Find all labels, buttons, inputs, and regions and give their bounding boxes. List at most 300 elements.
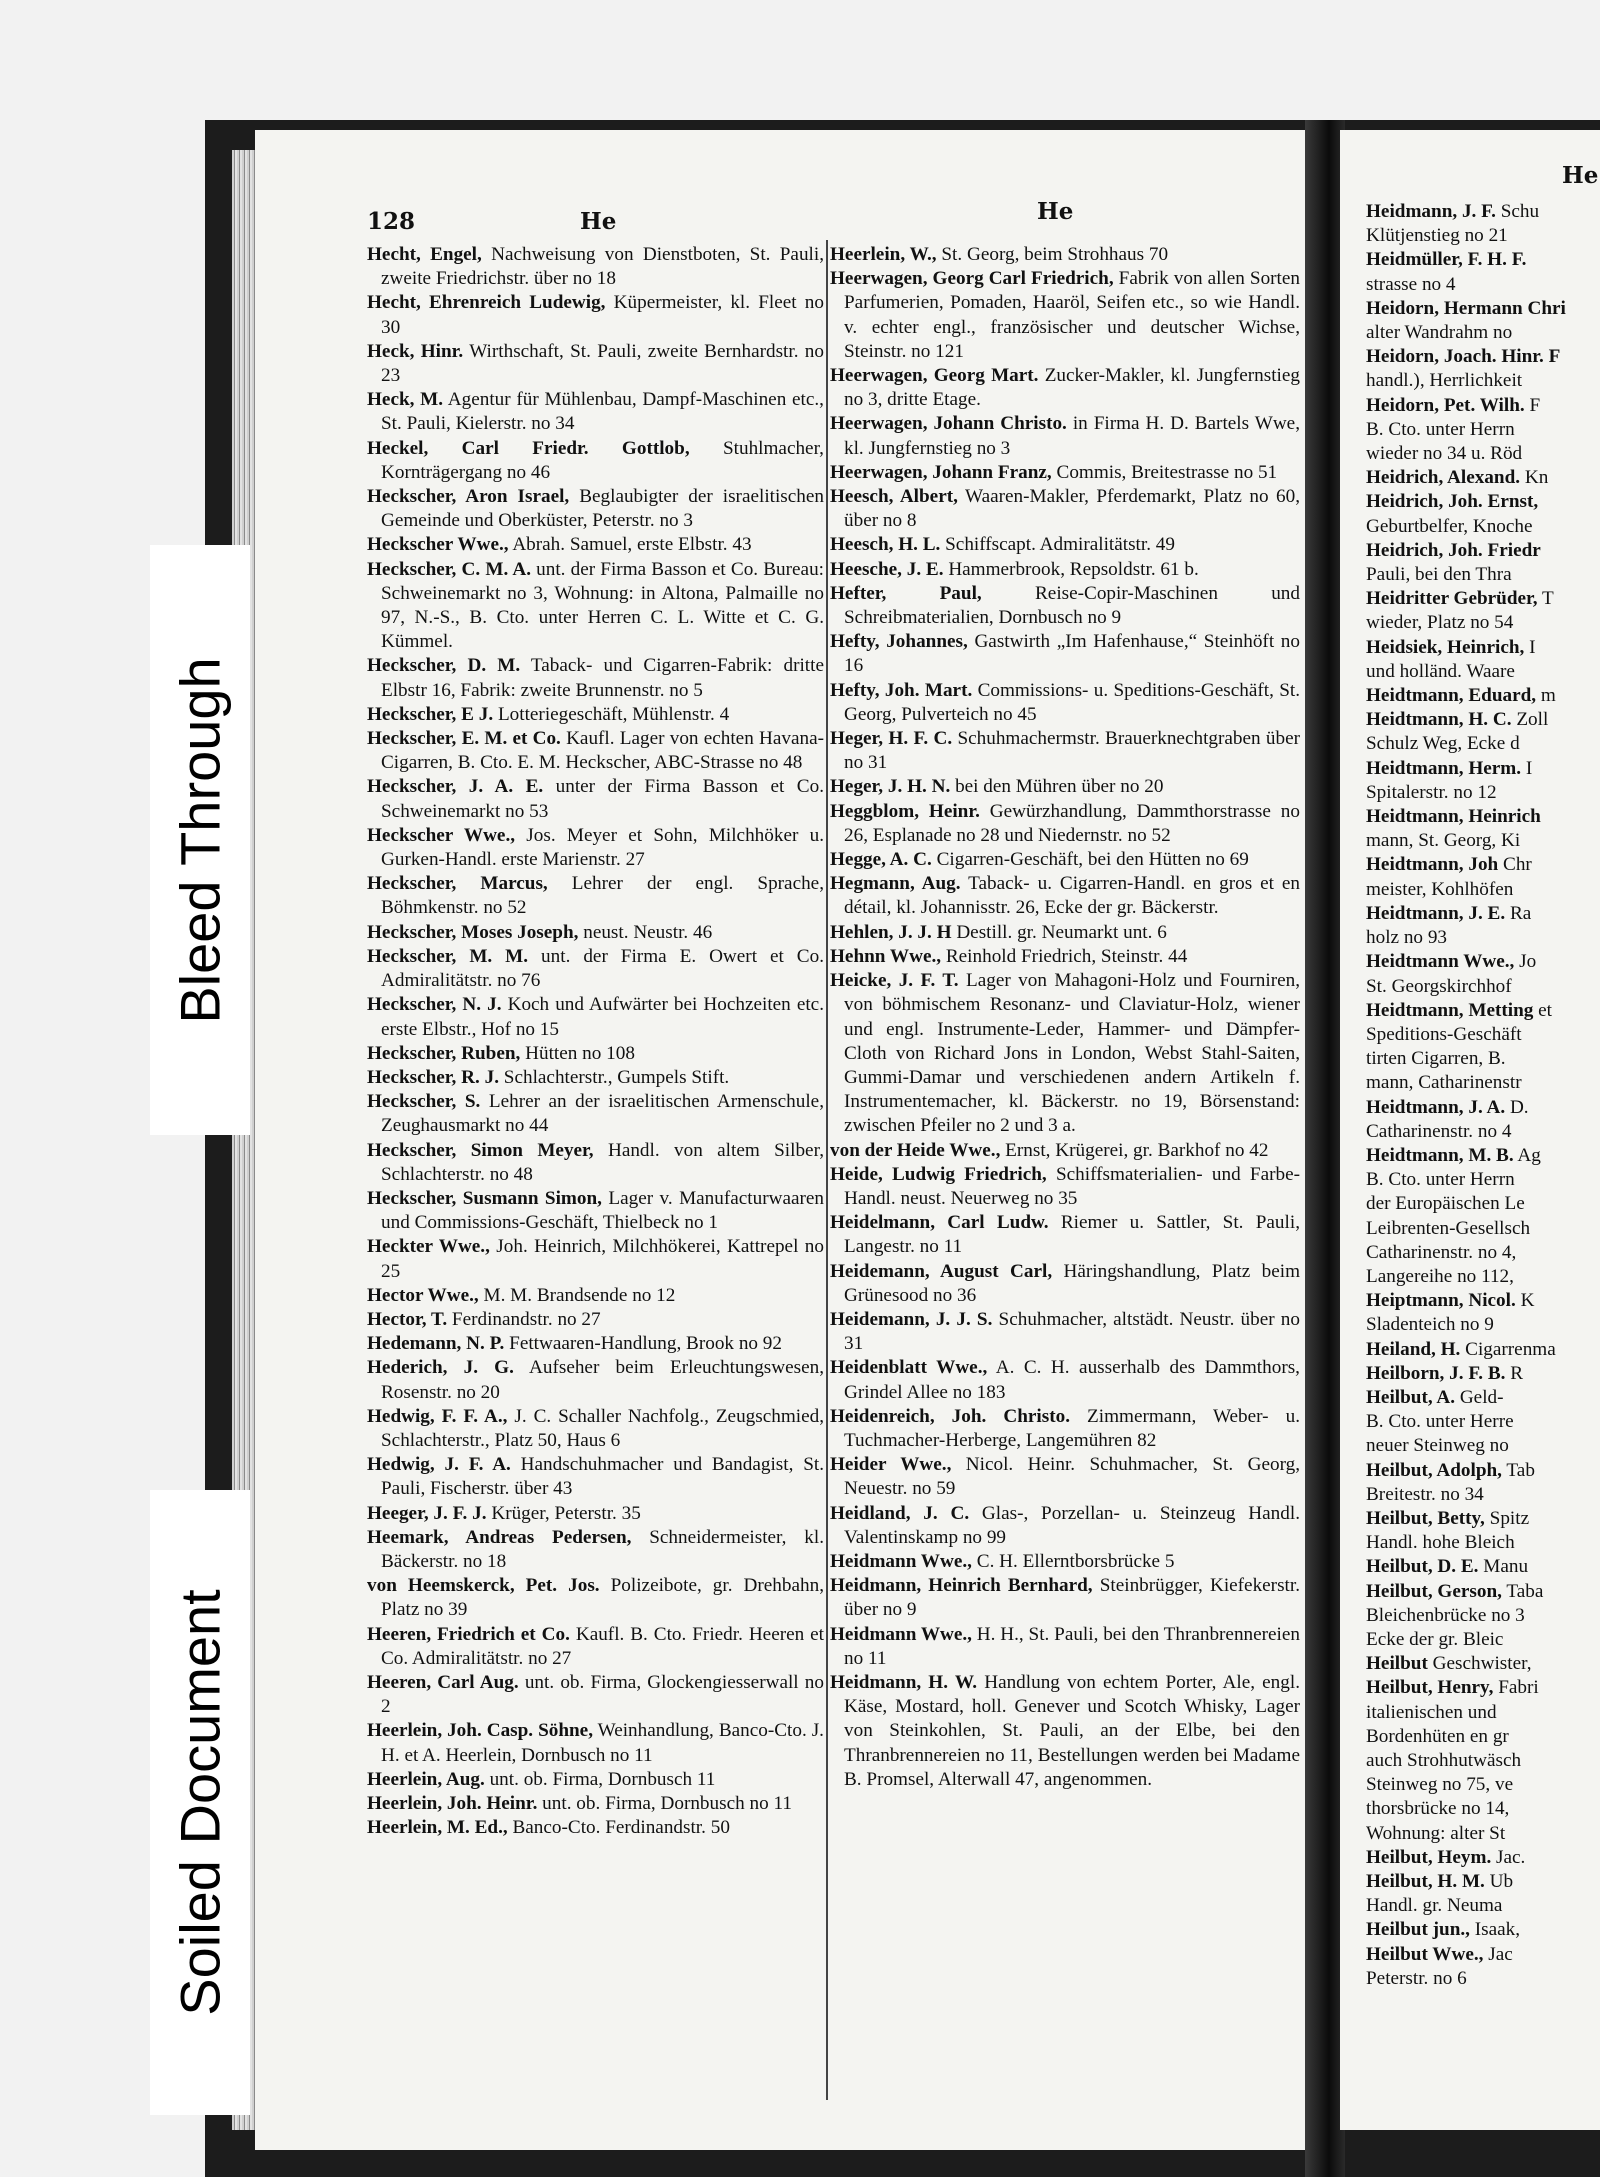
entry-details: Lehrer der engl. Sprache, Böhmkenstr. no 52 — [381, 873, 824, 919]
directory-entry — [1366, 708, 1600, 732]
entry-name: Heider Wwe., — [830, 1454, 952, 1476]
entry-name: Hegge, A. C. — [830, 849, 932, 871]
entry-name: Heidemann, August Carl, — [830, 1260, 1053, 1282]
directory-entry — [367, 485, 824, 533]
entry-name: Heckscher, C. M. A. — [367, 558, 531, 580]
directory-entry — [830, 630, 1300, 678]
entry-details: Cigarrenma — [1460, 1338, 1556, 1360]
entry-details: Sladenteich no 9 — [1366, 1314, 1494, 1336]
entry-details: neust. Neustr. 46 — [578, 921, 713, 943]
directory-entry — [367, 533, 824, 557]
directory-entry — [367, 993, 824, 1041]
running-header-right: He — [1037, 198, 1074, 225]
directory-column-right — [830, 243, 1300, 1792]
entry-name: Heidelmann, Carl Ludw. — [830, 1212, 1049, 1234]
right-page — [1340, 130, 1600, 2130]
directory-entry — [367, 1332, 824, 1356]
directory-entry — [1366, 1023, 1600, 1047]
directory-entry — [367, 1768, 824, 1792]
directory-entry — [1366, 1217, 1600, 1241]
left-page — [255, 130, 1310, 2150]
directory-entry — [367, 388, 824, 436]
entry-name: Heidrich, Joh. Friedr — [1366, 539, 1541, 561]
entry-name: Heidorn, Joach. Hinr. F — [1366, 346, 1561, 368]
directory-entry — [1366, 1846, 1600, 1870]
entry-name: Heckscher, E. M. et Co. — [367, 728, 561, 750]
directory-entry — [1366, 1773, 1600, 1797]
entry-details: Catharinenstr. no 4, — [1366, 1241, 1517, 1263]
entry-name: Hegmann, Aug. — [830, 873, 961, 895]
entry-name: Heck, M. — [367, 389, 444, 411]
right-page-header: He — [1562, 162, 1599, 189]
entry-details: Ecke der gr. Bleic — [1366, 1628, 1504, 1650]
directory-entry — [1366, 490, 1600, 514]
directory-entry — [830, 921, 1300, 945]
directory-entry — [367, 1308, 824, 1332]
directory-entry — [830, 1550, 1300, 1574]
entry-details: Küpermeister, kl. Fleet no 30 — [381, 292, 824, 338]
directory-entry — [830, 558, 1300, 582]
entry-details: italienischen und — [1366, 1701, 1497, 1723]
entry-details: Steinbrügger, Kiefekerstr. über no 9 — [844, 1575, 1300, 1621]
directory-entry — [1366, 684, 1600, 708]
entry-name: Heckscher, D. M. — [367, 655, 521, 677]
entry-name: Heckscher, Aron Israel, — [367, 486, 570, 508]
directory-column-left — [367, 243, 824, 1840]
entry-name: Heiland, H. — [1366, 1338, 1461, 1360]
directory-entry — [367, 727, 824, 775]
directory-entry — [1366, 1265, 1600, 1289]
entry-details: Weinhandlung, Banco-Cto. J. H. et A. Heerlein, Dornbusch no 11 — [381, 1720, 824, 1766]
directory-entry — [830, 969, 1300, 1138]
directory-entry — [367, 1502, 824, 1526]
directory-entry — [1366, 1507, 1600, 1531]
entry-name: Heesche, J. E. — [830, 558, 944, 580]
entry-name: Heilbut, D. E. — [1366, 1556, 1479, 1578]
entry-details: K — [1515, 1290, 1535, 1312]
entry-name: Heilbut, H. M. — [1366, 1871, 1485, 1893]
entry-details: Fabri — [1493, 1677, 1539, 1699]
directory-entry — [830, 1308, 1300, 1356]
entry-name: Heerwagen, Johann Franz, — [830, 461, 1052, 483]
directory-entry — [1366, 248, 1600, 272]
entry-name: Heckscher Wwe., — [367, 824, 516, 846]
entry-details: alter Wandrahm no — [1366, 322, 1513, 344]
directory-entry — [1366, 975, 1600, 999]
soiled-document-label — [150, 1490, 250, 2115]
directory-entry — [830, 412, 1300, 460]
entry-details: Geburtbelfer, Knoche — [1366, 515, 1533, 537]
directory-entry — [1366, 1410, 1600, 1434]
entry-details: Beglaubigter der israelitischen Gemeinde und Oberküster, Peterstr. no 3 — [381, 486, 824, 532]
entry-details: wieder, Platz no 54 — [1366, 612, 1514, 634]
entry-name: Heerwagen, Johann Christo. — [830, 413, 1067, 435]
entry-details: T — [1537, 588, 1554, 610]
directory-entry — [367, 1042, 824, 1066]
directory-entry — [1366, 660, 1600, 684]
bleed-through-label — [150, 545, 250, 1135]
directory-entry — [1366, 1338, 1600, 1362]
entry-details: I — [1524, 636, 1536, 658]
entry-name: Heckscher, S. — [367, 1091, 481, 1113]
directory-entry — [830, 1163, 1300, 1211]
entry-details: unt. ob. Firma, Dornbusch 11 — [484, 1768, 716, 1790]
directory-entry — [1366, 394, 1600, 418]
directory-entry — [367, 1405, 824, 1453]
entry-details: Lager von Mahagoni-Holz und Fourniren, von böhmischem Resonanz- und Claviatur-Holz, wiener und engl. Instrumente-Leder, Hammer- und Dämpfer-Cloth von Richard Jons in London, Webst Stahl-Saiten, Gummi-Damar und verschiedenen andern Artikeln f. Instrumentemacher, kl. Bäckerstr. no 19, Börsenstand: zwischen Pfeiler no 2 und 3 a. — [844, 970, 1300, 1137]
entry-details: Wohnung: alter St — [1366, 1822, 1506, 1844]
directory-entry — [1366, 345, 1600, 369]
directory-entry — [1366, 1071, 1600, 1095]
directory-entry — [1366, 418, 1600, 442]
directory-entry — [367, 775, 824, 823]
directory-entry — [367, 1139, 824, 1187]
entry-details: I — [1521, 757, 1533, 779]
entry-name: Hefty, Johannes, — [830, 631, 968, 653]
entry-details: Destill. gr. Neumarkt unt. 6 — [951, 921, 1167, 943]
entry-name: Heckscher, R. J. — [367, 1066, 499, 1088]
entry-details: Riemer u. Sattler, St. Pauli, Langestr. no 11 — [844, 1212, 1300, 1258]
entry-details: Reinhold Friedrich, Steinstr. 44 — [941, 945, 1188, 967]
directory-entry — [830, 243, 1300, 267]
directory-entry — [367, 1453, 824, 1501]
directory-entry — [830, 727, 1300, 775]
directory-entry — [367, 1187, 824, 1235]
entry-name: Heilbut, A. — [1366, 1386, 1456, 1408]
entry-name: Heckscher, N. J. — [367, 994, 502, 1016]
entry-name: Heger, J. H. N. — [830, 776, 951, 798]
entry-details: Handschuhmacher und Bandagist, St. Pauli, Fischerstr. über 43 — [381, 1454, 824, 1500]
entry-name: von der Heide Wwe., — [830, 1139, 1001, 1161]
entry-details: Glas-, Porzellan- u. Steinzeug Handl. Valentinskamp no 99 — [844, 1502, 1300, 1548]
entry-details: Lehrer an der israelitischen Armenschule, Zeughausmarkt no 44 — [381, 1091, 824, 1137]
entry-name: Heckscher, Susmann Simon, — [367, 1187, 602, 1209]
directory-entry — [1366, 539, 1600, 563]
entry-details: bei den Mühren über no 20 — [950, 776, 1164, 798]
entry-name: Heidmann Wwe., — [830, 1623, 972, 1645]
directory-entry — [1366, 1628, 1600, 1652]
entry-name: Heilborn, J. F. B. — [1366, 1362, 1506, 1384]
entry-name: Hecht, Ehrenreich Ludewig, — [367, 292, 606, 314]
entry-name: Heilbut — [1366, 1653, 1428, 1675]
entry-details: Taback- und Cigarren-Fabrik: dritte Elbstr 16, Fabrik: zweite Brunnenstr. no 5 — [381, 655, 824, 701]
directory-entry — [1366, 1797, 1600, 1821]
entry-name: Heilbut, Adolph, — [1366, 1459, 1502, 1481]
entry-details: Ferdinandstr. no 27 — [447, 1308, 601, 1330]
entry-name: Heerlein, Joh. Heinr. — [367, 1793, 538, 1814]
directory-entry — [1366, 1144, 1600, 1168]
directory-entry — [1366, 757, 1600, 781]
entry-name: Heemark, Andreas Pedersen, — [367, 1526, 632, 1548]
entry-details: B. Cto. unter Herre — [1366, 1411, 1514, 1433]
entry-details: Ag — [1513, 1144, 1541, 1166]
entry-details: Schuhmacher, altstädt. Neustr. über no 31 — [844, 1308, 1300, 1355]
entry-details: wieder no 34 u. Röd — [1366, 443, 1523, 465]
directory-entry — [1366, 1241, 1600, 1265]
entry-details: und holländ. Waare — [1366, 660, 1515, 682]
entry-name: Hecht, Engel, — [367, 244, 482, 265]
entry-name: Heidmann Wwe., — [830, 1550, 972, 1572]
directory-entry — [367, 703, 824, 727]
directory-entry — [830, 1671, 1300, 1792]
directory-entry — [367, 945, 824, 993]
directory-entry — [1366, 1192, 1600, 1216]
entry-details: auch Strohhutwäsch — [1366, 1750, 1522, 1771]
entry-details: Aufseher beim Erleuchtungswesen, Rosenstr. no 20 — [381, 1357, 825, 1403]
entry-details: Lager v. Manufacturwaaren und Commissions-Geschäft, Thielbeck no 1 — [381, 1187, 824, 1234]
directory-entry — [830, 1453, 1300, 1501]
entry-name: Heidtmann, M. B. — [1366, 1144, 1514, 1166]
entry-name: Heger, H. F. C. — [830, 728, 953, 750]
directory-entry — [1366, 1652, 1600, 1676]
entry-details: Speditions-Geschäft — [1366, 1023, 1522, 1045]
entry-details: Jo — [1514, 951, 1537, 973]
entry-details: Taba — [1501, 1580, 1544, 1602]
entry-details: Kn — [1520, 467, 1549, 489]
entry-details: Steinweg no 75, ve — [1366, 1774, 1514, 1796]
entry-name: Heilbut, Gerson, — [1366, 1580, 1502, 1602]
directory-entry — [367, 1792, 824, 1816]
directory-entry — [1366, 224, 1600, 248]
entry-details: Polizeibote, gr. Drehbahn, Platz no 39 — [381, 1575, 824, 1621]
entry-details: unt. der Firma Basson et Co. Bureau: Schweinemarkt no 3, Wohnung: in Altona, Palmaille no 97, N.-S., B. Cto. unter Herren C. L. Witte et C. G. Kümmel. — [381, 558, 824, 653]
entry-name: Heidtmann Wwe., — [1366, 951, 1515, 973]
entry-details: Hütten no 108 — [520, 1042, 635, 1064]
directory-entry — [830, 800, 1300, 848]
entry-details: Cigarren-Geschäft, bei den Hütten no 69 — [931, 849, 1249, 871]
entry-name: Heilbut jun., — [1366, 1919, 1470, 1941]
directory-entry — [1366, 466, 1600, 490]
entry-name: Heck, Hinr. — [367, 340, 464, 362]
directory-entry — [830, 1623, 1300, 1671]
directory-entry — [830, 945, 1300, 969]
entry-details: M. M. Brandsende no 12 — [478, 1284, 676, 1306]
entry-name: Heckscher, E J. — [367, 703, 494, 725]
entry-name: Heeger, J. F. J. — [367, 1502, 487, 1524]
entry-name: Heerwagen, Georg Mart. — [830, 365, 1039, 387]
directory-entry — [1366, 1604, 1600, 1628]
entry-name: Heidmann, H. W. — [830, 1671, 978, 1693]
book-gutter — [1305, 120, 1345, 2177]
entry-details: Gewürzhandlung, Dammthorstrasse no 26, Esplanade no 28 und Niedernstr. no 52 — [844, 800, 1300, 846]
entry-name: Heiptmann, Nicol. — [1366, 1290, 1516, 1312]
entry-details: Ernst, Krügerei, gr. Barkhof no 42 — [1000, 1139, 1269, 1161]
entry-name: Hefty, Joh. Mart. — [830, 679, 973, 701]
entry-details: Peterstr. no 6 — [1366, 1967, 1467, 1989]
entry-name: Heidtmann, Joh — [1366, 854, 1499, 876]
directory-entry — [1366, 1555, 1600, 1579]
entry-details: in Firma H. D. Bartels Wwe, kl. Jungfernstieg no 3 — [844, 413, 1300, 459]
directory-entry — [1366, 878, 1600, 902]
entry-details: St. Georgskirchhof — [1366, 975, 1512, 997]
entry-details: Zoll — [1511, 709, 1549, 731]
directory-entry — [367, 558, 824, 655]
entry-details: strasse no 4 — [1366, 273, 1456, 295]
entry-name: Heckel, Carl Friedr. Gottlob, — [367, 437, 690, 459]
entry-name: Heerlein, Joh. Casp. Söhne, — [367, 1720, 593, 1742]
entry-details: R — [1505, 1362, 1524, 1384]
directory-entry — [1366, 1725, 1600, 1749]
entry-details: Wirthschaft, St. Pauli, zweite Bernhardstr. no 23 — [381, 340, 824, 387]
entry-details: Abrah. Samuel, erste Elbstr. 43 — [508, 534, 752, 556]
directory-entry — [830, 848, 1300, 872]
entry-details: Schiffscapt. Admiralitätstr. 49 — [940, 534, 1175, 556]
directory-entry — [1366, 1386, 1600, 1410]
directory-entry — [1366, 1459, 1600, 1483]
entry-name: Heckscher Wwe., — [367, 534, 509, 556]
entry-details: H. H., St. Pauli, bei den Thranbrennereien no 11 — [844, 1623, 1300, 1669]
page-number: 128 — [367, 208, 416, 235]
directory-entry — [1366, 1676, 1600, 1700]
directory-entry — [1366, 1313, 1600, 1337]
entry-name: Heilbut, Heym. — [1366, 1846, 1492, 1868]
entry-details: Waaren-Makler, Pferdemarkt, Platz no 60, über no 8 — [844, 486, 1300, 532]
entry-details: Zucker-Makler, kl. Jungfernstieg no 3, dritte Etage. — [844, 365, 1300, 411]
directory-entry — [830, 582, 1300, 630]
directory-entry — [1366, 611, 1600, 635]
directory-entry — [1366, 1918, 1600, 1942]
directory-entry — [1366, 1894, 1600, 1918]
entry-details: Schulz Weg, Ecke d — [1366, 733, 1520, 755]
entry-details: Banco-Cto. Ferdinandstr. 50 — [507, 1817, 730, 1839]
directory-entry — [830, 1405, 1300, 1453]
entry-name: Heidsiek, Heinrich, — [1366, 636, 1525, 658]
directory-entry — [1366, 1822, 1600, 1846]
entry-details: Commissions- u. Speditions-Geschäft, St. Georg, Pulverteich no 45 — [844, 679, 1300, 725]
directory-entry — [1366, 297, 1600, 321]
entry-details: Kaufl. B. Cto. Friedr. Heeren et Co. Admiralitätstr. no 27 — [381, 1623, 824, 1669]
entry-details: Handl. gr. Neuma — [1366, 1895, 1503, 1917]
directory-entry — [1366, 587, 1600, 611]
entry-name: Heckscher, Ruben, — [367, 1042, 521, 1064]
directory-entry — [830, 1574, 1300, 1622]
entry-name: Heckscher, Marcus, — [367, 873, 548, 895]
entry-details: Bordenhüten en gr — [1366, 1725, 1509, 1747]
entry-name: Heidtmann, Herm. — [1366, 757, 1522, 779]
entry-name: Heidtmann, Heinrich — [1366, 806, 1541, 828]
directory-entry — [1366, 902, 1600, 926]
entry-details: C. H. Ellerntborsbrücke 5 — [971, 1550, 1175, 1572]
directory-entry — [367, 824, 824, 872]
entry-name: Heilbut Wwe., — [1366, 1943, 1484, 1965]
entry-details: Breitestr. no 34 — [1366, 1483, 1484, 1505]
directory-entry — [1366, 1943, 1600, 1967]
entry-name: Hehnn Wwe., — [830, 945, 942, 967]
directory-entry — [1366, 636, 1600, 660]
entry-details: Schiffsmaterialien- und Farbe-Handl. neust. Neuerweg no 35 — [844, 1163, 1300, 1209]
entry-details: B. Cto. unter Herrn — [1366, 1169, 1515, 1191]
entry-name: Heidtmann, Eduard, — [1366, 685, 1537, 707]
directory-entry — [1366, 999, 1600, 1023]
entry-details: Lotteriegeschäft, Mühlenstr. 4 — [493, 703, 730, 725]
directory-entry — [830, 1211, 1300, 1259]
directory-entry — [367, 1671, 824, 1719]
entry-details: Ra — [1505, 902, 1532, 924]
bleed-through-text: Bleed Through — [168, 656, 232, 1024]
entry-name: Heckscher, M. M. — [367, 945, 529, 967]
entry-details: J. C. Schaller Nachfolg., Zeugschmied, Schlachterstr., Platz 50, Haus 6 — [381, 1405, 825, 1451]
entry-details: Nachweisung von Dienstboten, St. Pauli, zweite Friedrichstr. über no 18 — [381, 244, 824, 290]
entry-name: Heilbut, Betty, — [1366, 1507, 1485, 1529]
entry-name: Hehlen, J. J. H — [830, 921, 952, 943]
entry-details: Joh. Heinrich, Milchhökerei, Kattrepel no 25 — [381, 1236, 824, 1282]
entry-name: von Heemskerck, Pet. Jos. — [367, 1575, 600, 1597]
entry-details: m — [1536, 685, 1556, 707]
entry-details: unt. ob. Firma, Glockengiesserwall no 2 — [381, 1671, 824, 1718]
entry-details: handl.), Herrlichkeit — [1366, 370, 1523, 392]
entry-name: Heerwagen, Georg Carl Friedrich, — [830, 268, 1114, 290]
directory-entry — [1366, 1096, 1600, 1120]
directory-entry — [830, 775, 1300, 799]
directory-entry — [1366, 200, 1600, 224]
running-header-left: He — [580, 208, 617, 235]
directory-entry — [367, 437, 824, 485]
directory-entry — [1366, 1531, 1600, 1555]
entry-details: Kaufl. Lager von echten Havana-Cigarren, B. Cto. E. M. Heckscher, ABC-Strasse no 48 — [381, 728, 824, 774]
entry-details: Hammerbrook, Repsoldstr. 61 b. — [943, 558, 1199, 580]
directory-entry — [367, 872, 824, 920]
entry-details: tirten Cigarren, B. — [1366, 1048, 1506, 1070]
directory-entry — [830, 485, 1300, 533]
entry-name: Hederich, J. G. — [367, 1357, 514, 1379]
entry-name: Heidemann, J. J. S. — [830, 1308, 993, 1330]
entry-details: unt. der Firma E. Owert et Co. Admiralitätstr. no 76 — [381, 945, 824, 992]
entry-name: Heckter Wwe., — [367, 1236, 490, 1258]
entry-name: Heeren, Friedrich et Co. — [367, 1623, 570, 1645]
entry-details: thorsbrücke no 14, — [1366, 1798, 1510, 1820]
entry-details: Jac — [1483, 1943, 1513, 1965]
directory-entry — [1366, 1580, 1600, 1604]
directory-entry — [367, 340, 824, 388]
directory-entry — [1366, 1362, 1600, 1386]
entry-details: Nicol. Heinr. Schuhmacher, St. Georg, Neuestr. no 59 — [844, 1454, 1301, 1500]
entry-details: Schlachterstr., Gumpels Stift. — [499, 1066, 730, 1088]
entry-name: Heidmüller, F. H. F. — [1366, 249, 1527, 271]
entry-name: Heidland, J. C. — [830, 1502, 970, 1524]
directory-entry — [1366, 273, 1600, 297]
directory-entry — [830, 364, 1300, 412]
entry-details: Spitalerstr. no 12 — [1366, 781, 1497, 803]
directory-entry — [1366, 321, 1600, 345]
directory-entry — [367, 1090, 824, 1138]
entry-name: Hector, T. — [367, 1308, 448, 1330]
entry-name: Heidenreich, Joh. Christo. — [830, 1405, 1070, 1427]
directory-entry — [1366, 563, 1600, 587]
entry-details: der Europäischen Le — [1366, 1193, 1525, 1215]
entry-details: Geld- — [1455, 1386, 1504, 1408]
entry-name: Heeren, Carl Aug. — [367, 1671, 519, 1693]
entry-details: Taback- u. Cigarren-Handl. en gros et en détail, kl. Johannisstr. 26, Ecke der gr. Bäckerstr. — [844, 873, 1300, 919]
directory-entry — [1366, 950, 1600, 974]
directory-entry — [1366, 369, 1600, 393]
entry-name: Heilbut, Henry, — [1366, 1677, 1494, 1699]
soiled-document-text: Soiled Document — [168, 1589, 232, 2016]
directory-column-next-page — [1366, 200, 1600, 1991]
entry-details: Klütjenstieg no 21 — [1366, 225, 1508, 247]
entry-details: Agentur für Mühlenbau, Dampf-Maschinen etc., St. Pauli, Kielerstr. no 34 — [381, 389, 824, 435]
entry-details: holz no 93 — [1366, 927, 1448, 949]
entry-details: Ub — [1484, 1871, 1514, 1893]
entry-name: Heerlein, M. Ed., — [367, 1817, 508, 1839]
entry-details: meister, Kohlhöfen — [1366, 878, 1514, 900]
entry-details: B. Cto. unter Herrn — [1366, 418, 1515, 440]
directory-entry — [367, 243, 824, 291]
entry-details: mann, Catharinenstr — [1366, 1072, 1522, 1094]
directory-entry — [1366, 1434, 1600, 1458]
entry-details: Reise-Copir-Maschinen und Schreibmaterialien, Dornbusch no 9 — [844, 582, 1300, 629]
entry-name: Heidtmann, H. C. — [1366, 709, 1512, 731]
entry-details: Pauli, bei den Thra — [1366, 564, 1512, 586]
